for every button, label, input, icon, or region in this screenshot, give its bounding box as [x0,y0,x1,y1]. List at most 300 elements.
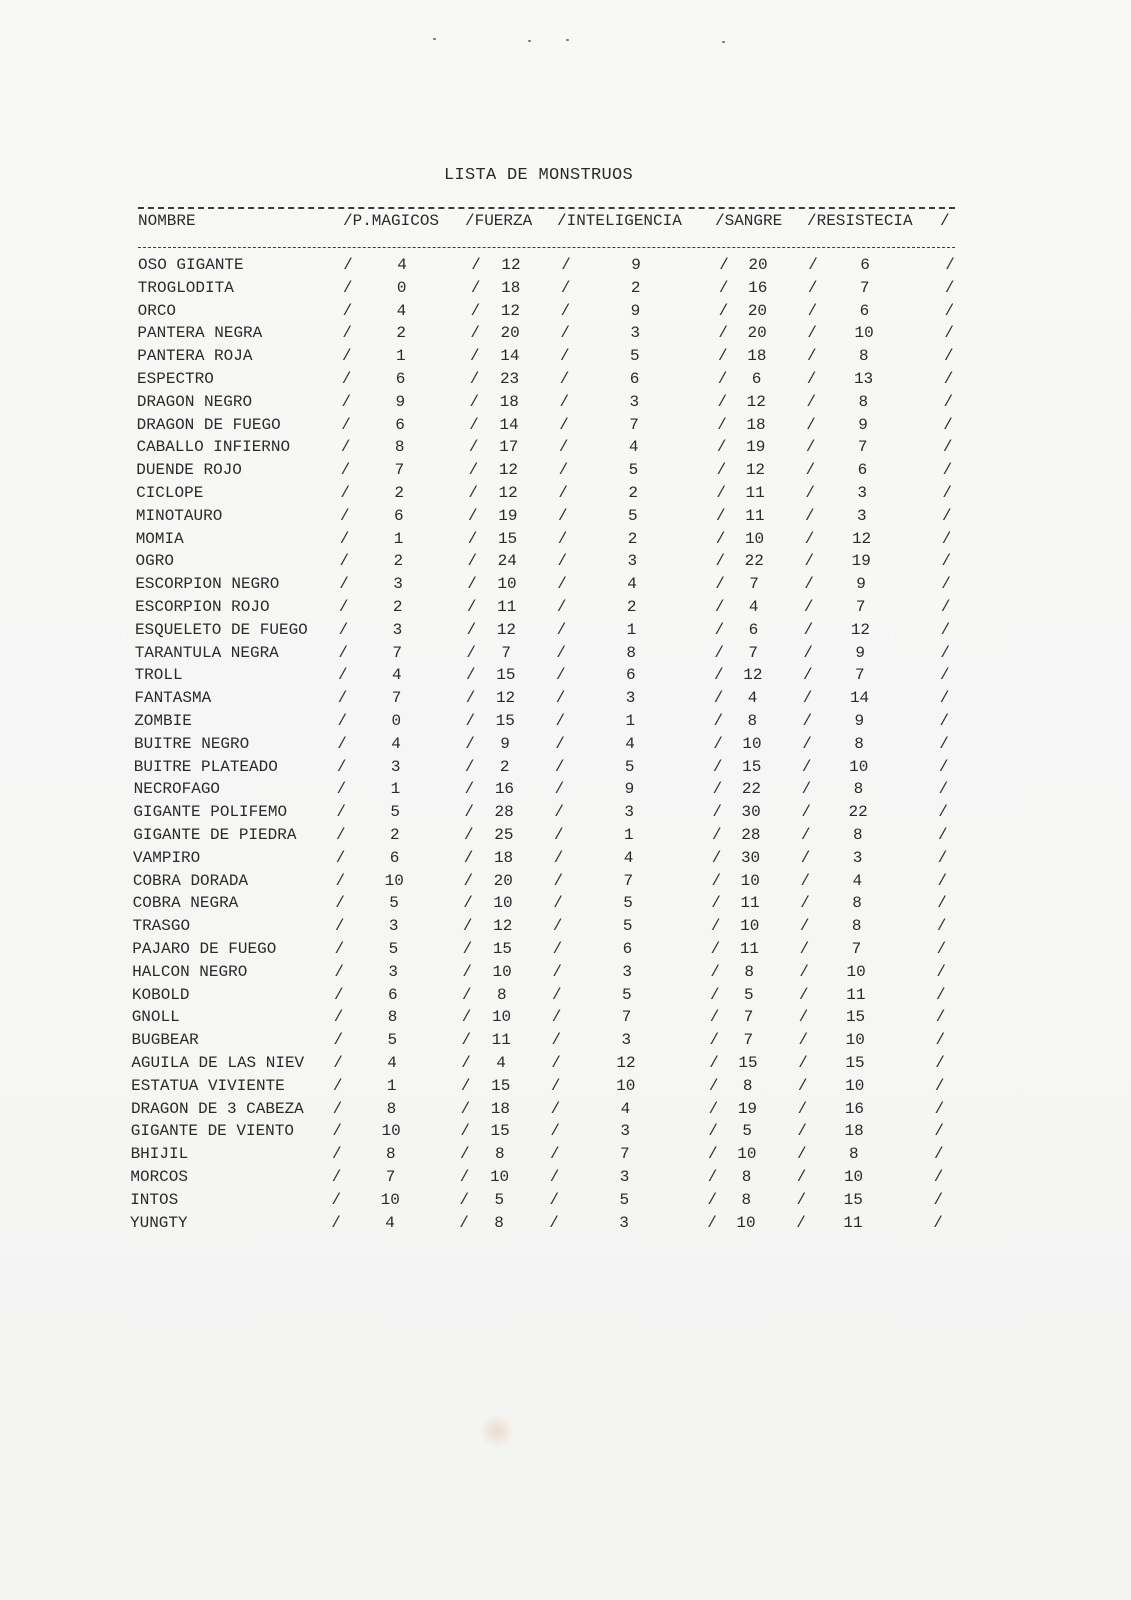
monster-name: DRAGON DE 3 CABEZA [130,1099,304,1118]
stat-resistencia: 15 [843,1190,863,1209]
column-separator: / [332,1099,343,1118]
column-separator: / [717,415,727,434]
stat-inteligencia: 5 [630,347,640,366]
column-separator: / [934,1145,944,1164]
stat-magicos: 7 [391,689,402,708]
column-separator: / [713,734,723,753]
stat-fuerza: 18 [501,278,521,297]
column-separator: / [718,278,729,297]
stat-resistencia: 10 [849,757,869,776]
stat-inteligencia: 2 [630,278,641,297]
column-separator: / [800,848,811,867]
column-separator: / [807,324,817,343]
monster-name: DUENDE ROJO [136,461,242,480]
column-separator: / [807,347,817,366]
stat-inteligencia: 5 [628,506,638,525]
stat-sangre: 7 [749,575,759,594]
stat-sangre: 8 [744,962,754,981]
table-row [0,644,1131,666]
stat-fuerza: 9 [500,734,510,753]
column-separator: / [470,347,480,366]
table-row [0,872,1131,894]
column-separator: / [468,506,478,525]
stat-resistencia: 9 [858,415,868,434]
stat-fuerza: 8 [495,1145,505,1164]
header-inteligencia: /INTELIGENCIA [557,212,682,230]
monster-name: ESTATUA VIVIENTE [131,1076,285,1095]
column-separator: / [332,1122,342,1141]
column-separator: / [936,940,947,958]
stat-resistencia: 7 [859,278,870,297]
column-separator: / [549,1168,560,1186]
stat-sangre: 8 [741,1190,752,1209]
column-separator: / [466,666,476,685]
column-separator: / [718,347,728,366]
stat-magicos: 1 [390,780,401,799]
monster-name: GIGANTE DE VIENTO [130,1122,294,1141]
stat-sangre: 11 [739,940,760,958]
stat-sangre: 22 [744,552,764,571]
monster-name: ESCORPION NEGRO [135,575,280,594]
stat-fuerza: 15 [491,1076,511,1095]
column-separator: / [343,256,353,274]
stat-inteligencia: 5 [623,894,633,913]
stat-fuerza: 11 [497,598,517,616]
stat-inteligencia: 3 [619,1213,629,1232]
column-separator: / [715,529,726,548]
monster-name: GIGANTE DE PIEDRA [133,826,297,844]
monster-name: VAMPIRO [133,848,201,867]
stat-fuerza: 8 [497,985,507,1004]
stat-resistencia: 11 [843,1213,863,1232]
stat-magicos: 4 [385,1213,395,1232]
stat-fuerza: 7 [501,643,511,662]
column-separator: / [467,529,478,548]
stat-sangre: 20 [747,324,767,343]
stat-resistencia: 4 [852,871,863,890]
stat-resistencia: 8 [849,1145,859,1164]
stat-magicos: 8 [386,1099,397,1118]
table-row [0,621,1131,643]
column-separator: / [555,712,566,730]
stat-sangre: 19 [746,438,766,457]
stat-resistencia: 15 [845,1008,866,1027]
column-separator: / [470,324,480,343]
column-separator: / [460,1145,470,1164]
column-separator: / [561,256,571,274]
stat-resistencia: 10 [845,1031,865,1050]
column-separator: / [556,620,567,639]
column-separator: / [333,1008,344,1027]
monster-name: BUITRE PLATEADO [133,757,278,776]
table-row [0,1145,1131,1167]
column-separator: / [338,598,349,616]
column-separator: / [335,894,345,913]
column-separator: / [805,506,815,525]
column-separator: / [336,780,347,799]
stat-magicos: 3 [388,962,398,981]
stat-sangre: 20 [748,256,768,274]
column-separator: / [557,552,568,571]
stat-sangre: 8 [742,1076,753,1095]
stat-sangre: 6 [751,370,762,388]
stat-inteligencia: 3 [630,324,640,343]
ink-speck [566,39,569,41]
stat-inteligencia: 10 [616,1076,636,1095]
column-separator: / [944,278,955,297]
monster-name: PANTERA NEGRA [137,324,263,343]
column-separator: / [799,962,809,981]
stat-sangre: 19 [737,1099,758,1118]
table-row [0,438,1131,460]
header-p-magicos: /P.MAGICOS [343,212,440,230]
stat-magicos: 6 [395,370,406,388]
monster-name: KOBOLD [131,985,190,1004]
column-separator: / [798,1008,809,1027]
column-separator: / [940,598,951,616]
stat-sangre: 7 [748,643,758,662]
stat-magicos: 5 [387,1031,398,1050]
column-separator: / [807,278,818,297]
column-separator: / [799,940,810,958]
stat-fuerza: 15 [497,529,518,548]
stat-magicos: 10 [380,1190,400,1209]
column-separator: / [462,917,473,936]
column-separator: / [708,1122,718,1141]
stat-inteligencia: 7 [621,1008,632,1027]
stat-fuerza: 18 [493,848,514,867]
column-separator: / [333,1031,344,1050]
column-separator: / [339,575,349,594]
stat-fuerza: 8 [494,1213,504,1232]
column-separator: / [469,415,479,434]
column-separator: / [805,484,815,502]
table-row [0,986,1131,1008]
stat-magicos: 6 [388,985,398,1004]
column-separator: / [336,826,346,844]
table-row [0,530,1131,552]
column-separator: / [717,392,728,411]
stat-sangre: 11 [740,894,760,913]
stat-sangre: 10 [740,917,760,936]
column-separator: / [942,484,952,502]
table-row [0,552,1131,574]
column-separator: / [465,712,476,730]
stat-sangre: 10 [737,1145,757,1164]
column-separator: / [339,529,350,548]
stat-resistencia: 22 [848,803,868,822]
column-separator: / [716,438,727,457]
column-separator: / [710,962,720,981]
column-separator: / [462,962,472,981]
column-separator: / [719,256,729,274]
monster-name: OSO GIGANTE [138,256,244,274]
column-separator: / [796,1190,807,1209]
stat-magicos: 4 [396,301,407,320]
column-separator: / [940,666,950,685]
column-separator: / [800,894,810,913]
stat-sangre: 16 [748,278,768,297]
table-header [0,212,1131,238]
column-separator: / [464,826,474,844]
stat-resistencia: 8 [852,894,862,913]
column-separator: / [461,1031,472,1050]
column-separator: / [558,438,569,457]
table-row [0,666,1131,688]
stat-inteligencia: 6 [629,370,640,388]
stat-magicos: 6 [395,415,405,434]
column-separator: / [712,803,722,822]
stat-inteligencia: 9 [631,256,641,274]
column-separator: / [941,575,951,594]
stat-inteligencia: 4 [627,575,637,594]
stat-inteligencia: 6 [626,666,636,685]
column-separator: / [936,962,946,981]
column-separator: / [716,461,727,480]
column-separator: / [934,1076,945,1095]
column-separator: / [707,1213,717,1232]
stat-inteligencia: 3 [624,803,634,822]
column-separator: / [933,1213,943,1232]
stat-fuerza: 12 [500,301,521,320]
stat-inteligencia: 1 [626,620,637,639]
column-separator: / [803,620,814,639]
stat-fuerza: 10 [497,575,517,594]
column-separator: / [560,347,570,366]
column-separator: / [718,324,728,343]
table-row [0,1100,1131,1122]
column-separator: / [551,1008,562,1027]
column-separator: / [805,461,816,480]
monster-name: NECROFAGO [133,780,221,799]
stat-inteligencia: 3 [629,392,640,411]
stat-magicos: 0 [391,712,402,730]
table-row [0,302,1131,324]
column-separator: / [341,392,352,411]
column-separator: / [336,803,346,822]
stat-resistencia: 12 [850,620,871,639]
table-row [0,507,1131,529]
column-separator: / [711,848,722,867]
stat-fuerza: 24 [497,552,517,571]
stat-sangre: 20 [747,301,768,320]
monster-name: ESQUELETO DE FUEGO [134,620,308,639]
column-separator: / [337,689,348,708]
column-separator: / [341,415,351,434]
column-separator: / [556,666,566,685]
column-separator: / [469,370,480,388]
monster-name: MINOTAURO [135,506,223,525]
column-separator: / [713,712,724,730]
column-separator: / [934,1122,944,1141]
stat-inteligencia: 3 [625,689,636,708]
stat-inteligencia: 7 [629,415,639,434]
stat-resistencia: 14 [849,689,870,708]
stat-magicos: 4 [391,734,401,753]
column-separator: / [796,1213,806,1232]
column-separator: / [334,940,345,958]
column-separator: / [804,529,815,548]
column-separator: / [935,1008,946,1027]
stat-resistencia: 10 [845,1076,865,1095]
stat-sangre: 11 [745,506,765,525]
column-separator: / [938,803,948,822]
monster-name: INTOS [130,1190,179,1209]
column-separator: / [468,438,479,457]
column-separator: / [338,620,349,639]
column-separator: / [337,712,348,730]
stat-magicos: 2 [390,826,400,844]
stat-sangre: 5 [742,1122,752,1141]
column-separator: / [802,689,813,708]
table-row [0,1122,1131,1144]
column-separator: / [460,1099,471,1118]
stat-sangre: 15 [742,757,762,776]
monster-name: CICLOPE [136,484,204,502]
monster-name: BUITRE NEGRO [134,734,250,753]
column-separator: / [796,1168,807,1186]
column-separator: / [340,506,350,525]
stat-sangre: 8 [741,1168,752,1186]
column-separator: / [471,256,481,274]
column-separator: / [714,643,724,662]
table-row [0,803,1131,825]
stat-sangre: 10 [742,734,762,753]
column-separator: / [944,301,955,320]
monster-name: ESPECTRO [137,370,214,388]
monster-name: FANTASMA [134,689,212,708]
stat-fuerza: 10 [489,1168,510,1186]
stat-resistencia: 7 [855,666,865,685]
monster-name: TROGLODITA [137,278,234,297]
monster-name: TROLL [134,666,183,685]
stat-inteligencia: 8 [626,643,636,662]
monster-name: ORCO [137,301,177,320]
stat-resistencia: 6 [860,256,870,274]
column-separator: / [331,1213,341,1232]
stat-magicos: 7 [385,1168,396,1186]
column-separator: / [549,1190,560,1209]
column-separator: / [797,1076,808,1095]
monster-name: PAJARO DE FUEGO [132,940,277,958]
column-separator: / [559,415,569,434]
monster-name: TRASGO [132,917,191,936]
stat-resistencia: 6 [859,301,870,320]
ink-speck [433,38,436,40]
stat-resistencia: 8 [859,347,869,366]
column-separator: / [550,1145,560,1164]
column-separator: / [338,666,348,685]
column-separator: / [803,666,813,685]
stat-magicos: 5 [388,940,399,958]
stat-resistencia: 13 [853,370,874,388]
stat-resistencia: 18 [844,1122,864,1141]
column-separator: / [559,370,570,388]
column-separator: / [940,620,951,639]
column-separator: / [712,757,723,776]
stat-sangre: 11 [745,484,765,502]
header-nombre: NOMBRE [138,212,196,230]
column-separator: / [942,461,953,480]
table-row [0,894,1131,916]
stat-magicos: 6 [389,848,400,867]
column-separator: / [708,1099,719,1118]
stat-magicos: 2 [393,552,404,571]
stat-resistencia: 8 [851,917,862,936]
monster-name: BUGBEAR [131,1031,199,1050]
column-separator: / [342,324,352,343]
stat-fuerza: 17 [499,438,519,457]
stat-inteligencia: 4 [628,438,639,457]
monster-name: ESCORPION ROJO [135,598,270,616]
header-resistencia: /RESISTECIA [807,212,913,230]
column-separator: / [552,917,563,936]
stat-inteligencia: 5 [624,757,635,776]
column-separator: / [797,1099,808,1118]
column-separator: / [940,643,950,662]
column-separator: / [553,848,564,867]
table-row [0,849,1131,871]
stat-fuerza: 15 [490,1122,510,1141]
column-separator: / [716,484,726,502]
stat-fuerza: 18 [499,392,519,411]
column-separator: / [804,575,814,594]
stat-magicos: 4 [392,666,402,685]
stat-sangre: 28 [741,826,761,844]
table-row [0,826,1131,848]
stat-fuerza: 12 [496,620,517,639]
column-separator: / [466,643,476,662]
column-separator: / [939,689,950,708]
column-separator: / [466,598,477,616]
column-separator: / [551,1031,562,1050]
stat-resistencia: 12 [851,529,872,548]
column-separator: / [335,848,346,867]
stat-fuerza: 23 [499,370,520,388]
column-separator: / [552,940,563,958]
stat-magicos: 0 [396,278,407,297]
stat-magicos: 3 [390,757,401,776]
stat-magicos: 2 [396,324,406,343]
stat-fuerza: 10 [493,894,513,913]
column-separator: / [943,415,953,434]
column-separator: / [555,689,566,708]
column-separator: / [460,1122,470,1141]
column-separator: / [806,392,817,411]
column-separator: / [342,278,353,297]
column-separator: / [938,780,949,799]
stat-sangre: 10 [740,871,760,890]
column-separator: / [710,917,721,936]
stat-fuerza: 12 [501,256,521,274]
column-separator: / [332,1145,342,1164]
stat-sangre: 30 [741,803,761,822]
column-separator: / [337,734,347,753]
stat-inteligencia: 7 [620,1145,630,1164]
column-separator: / [340,461,351,480]
column-separator: / [943,392,954,411]
column-separator: / [944,324,954,343]
column-separator: / [334,985,344,1004]
column-separator: / [937,871,948,890]
column-separator: / [461,1008,472,1027]
column-separator: / [711,894,721,913]
column-separator: / [464,780,475,799]
column-separator: / [465,734,475,753]
stat-magicos: 3 [392,620,403,639]
ink-speck [722,41,725,43]
column-separator: / [340,438,351,457]
